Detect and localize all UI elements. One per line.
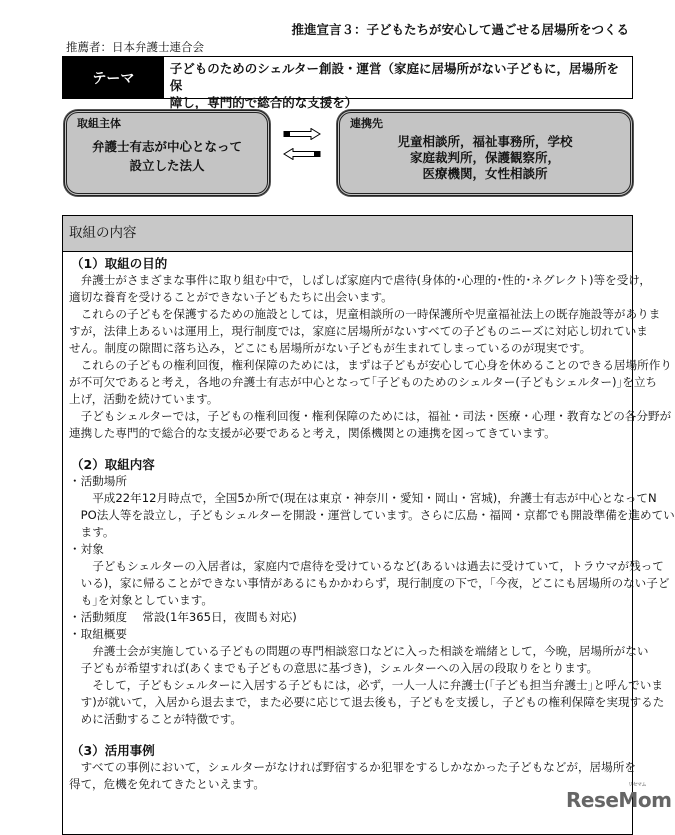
text-line: ・活動頻度 常設(1年365日，夜間も対応) xyxy=(69,610,297,624)
text-line: ・対象 xyxy=(69,542,104,556)
logo-text: ReseMom xyxy=(566,788,672,812)
partners-line: 家庭裁判所，保護観察所， xyxy=(409,150,560,165)
text-line: 平成22年12月時点で，全国5か所で(現在は東京・神奈川・愛知・岡山・宮城)，弁護士有志が中心となってN xyxy=(69,491,657,505)
text-line: 得て，危機を免れてきたといえます。 xyxy=(69,777,265,791)
arrow-right-icon xyxy=(283,128,321,140)
text-line: めに活動することが特徴です。 xyxy=(69,712,242,726)
text-line: ・活動場所 xyxy=(69,474,127,488)
text-line: 適切な養育を受けることができない子どもたちに出会います。 xyxy=(69,290,393,304)
resemom-logo xyxy=(566,782,672,812)
text-line: 子どもシェルターの入居者は，家庭内で虐待を受けているなど(あるいは過去に受けていて，トラウマが残って xyxy=(69,559,664,573)
actor-title: 取組主体 xyxy=(77,117,121,130)
text-line: 子どもが希望すれば(あくまでも子どもの意思に基づき)，シェルターへの入居の段取りをとります。 xyxy=(69,661,599,675)
theme-line: 子どものためのシェルター創設・運営（家庭に居場所がない子どもに，居場所を保 xyxy=(169,61,620,93)
text-line: も｣を対象としています。 xyxy=(69,593,213,607)
text-line: そして，子どもシェルターに入居する子どもには，必ず，一人一人に弁護士(｢子ども担当弁護士｣と呼んでいま xyxy=(69,678,663,692)
partners-title: 連携先 xyxy=(350,117,383,130)
section-heading: （2）取組内容 xyxy=(71,457,155,472)
actor-line: 設立した法人 xyxy=(129,158,205,173)
text-line: すべての事例において，シェルターがなければ野宿するか犯罪をするしかなかった子どもなどが，居場所を xyxy=(69,760,636,774)
actor-box xyxy=(64,110,270,196)
text-line: 弁護士がさまざまな事件に取り組む中で，しばしば家庭内で虐待(身体的･心理的･性的･ネグレクト)等を受け， xyxy=(69,273,652,287)
text-line: すが，法律上あるいは運用上，現行制度では，家庭に居場所がないすべての子どものニーズに対応し切れていま xyxy=(69,324,648,338)
theme-label: テーマ xyxy=(63,57,164,98)
section-heading: （1）取組の目的 xyxy=(71,256,168,271)
text-line: 弁護士会が実施している子どもの問題の専門相談窓口などに入った相談を端緒として，今晩，居場所がない xyxy=(69,644,649,658)
text-line: す)が就いて，入居から退去まで，また必要に応じて退去後も，子どもを支援し，子どもの権利保障を実現するた xyxy=(69,695,665,709)
text-line: 連携した専門的で総合的な支援が必要であると考え，関係機関との連携を図ってきています。 xyxy=(69,426,556,440)
text-line: PO法人等を設立し，子どもシェルターを開設・運営しています。さらに広島・福岡・京都でも開設準備を進めてい xyxy=(69,508,675,522)
text-line: これらの子どもの権利回復，権利保障のためには，まずは子どもが安心して心身を休めることのできる居場所作り xyxy=(69,358,672,372)
section-purpose xyxy=(69,272,672,442)
text-line: 子どもシェルターでは，子どもの権利回復・権利保障のためには，福祉・司法・医療・心理・教育などの各分野が xyxy=(69,409,672,423)
theme-box xyxy=(62,56,633,110)
content-heading: 取組の内容 xyxy=(63,216,632,252)
text-line: が不可欠であると考え，各地の弁護士有志が中心となって｢子どものためのシェルター(子どもシェルター)｣を立ち xyxy=(69,375,658,389)
text-line: せん。制度の隙間に落ち込み，どこにも居場所がない子どもが生まれてしまっているのが現実です。 xyxy=(69,341,592,355)
section-heading: （3）活用事例 xyxy=(71,743,155,758)
logo-ruby: リセマム xyxy=(628,782,646,788)
arrow-left-icon xyxy=(283,148,321,160)
section-examples xyxy=(69,759,636,793)
partners-line: 児童相談所，福祉事務所，学校 xyxy=(397,134,573,149)
text-line: ます。 xyxy=(69,525,115,539)
declaration-title: 推進宣言３：子どもたちが安心して過ごせる居場所をつくる xyxy=(291,22,629,37)
text-line: ・取組概要 xyxy=(69,627,127,641)
recommender: 推薦者：日本弁護士連合会 xyxy=(66,40,204,54)
theme-text xyxy=(164,57,632,110)
text-line: いる)，家に帰ることができない事情があるにもかかわらず，現行制度の下で，｢今夜，どこにも居場所のない子ど xyxy=(69,576,670,590)
partners-line: 医療機関，女性相談所 xyxy=(422,166,548,181)
text-line: これらの子どもを保護するための施設としては，児童相談所の一時保護所や児童福祉法上の既存施設等がありま xyxy=(69,307,661,321)
partners-box xyxy=(337,110,633,196)
text-line: 上げ，活動を続けています。 xyxy=(69,392,219,406)
theme-line: 障し，専門的で総合的な支援を） xyxy=(169,95,358,110)
section-activities xyxy=(69,473,675,728)
actor-line: 弁護士有志が中心となって xyxy=(91,139,242,154)
